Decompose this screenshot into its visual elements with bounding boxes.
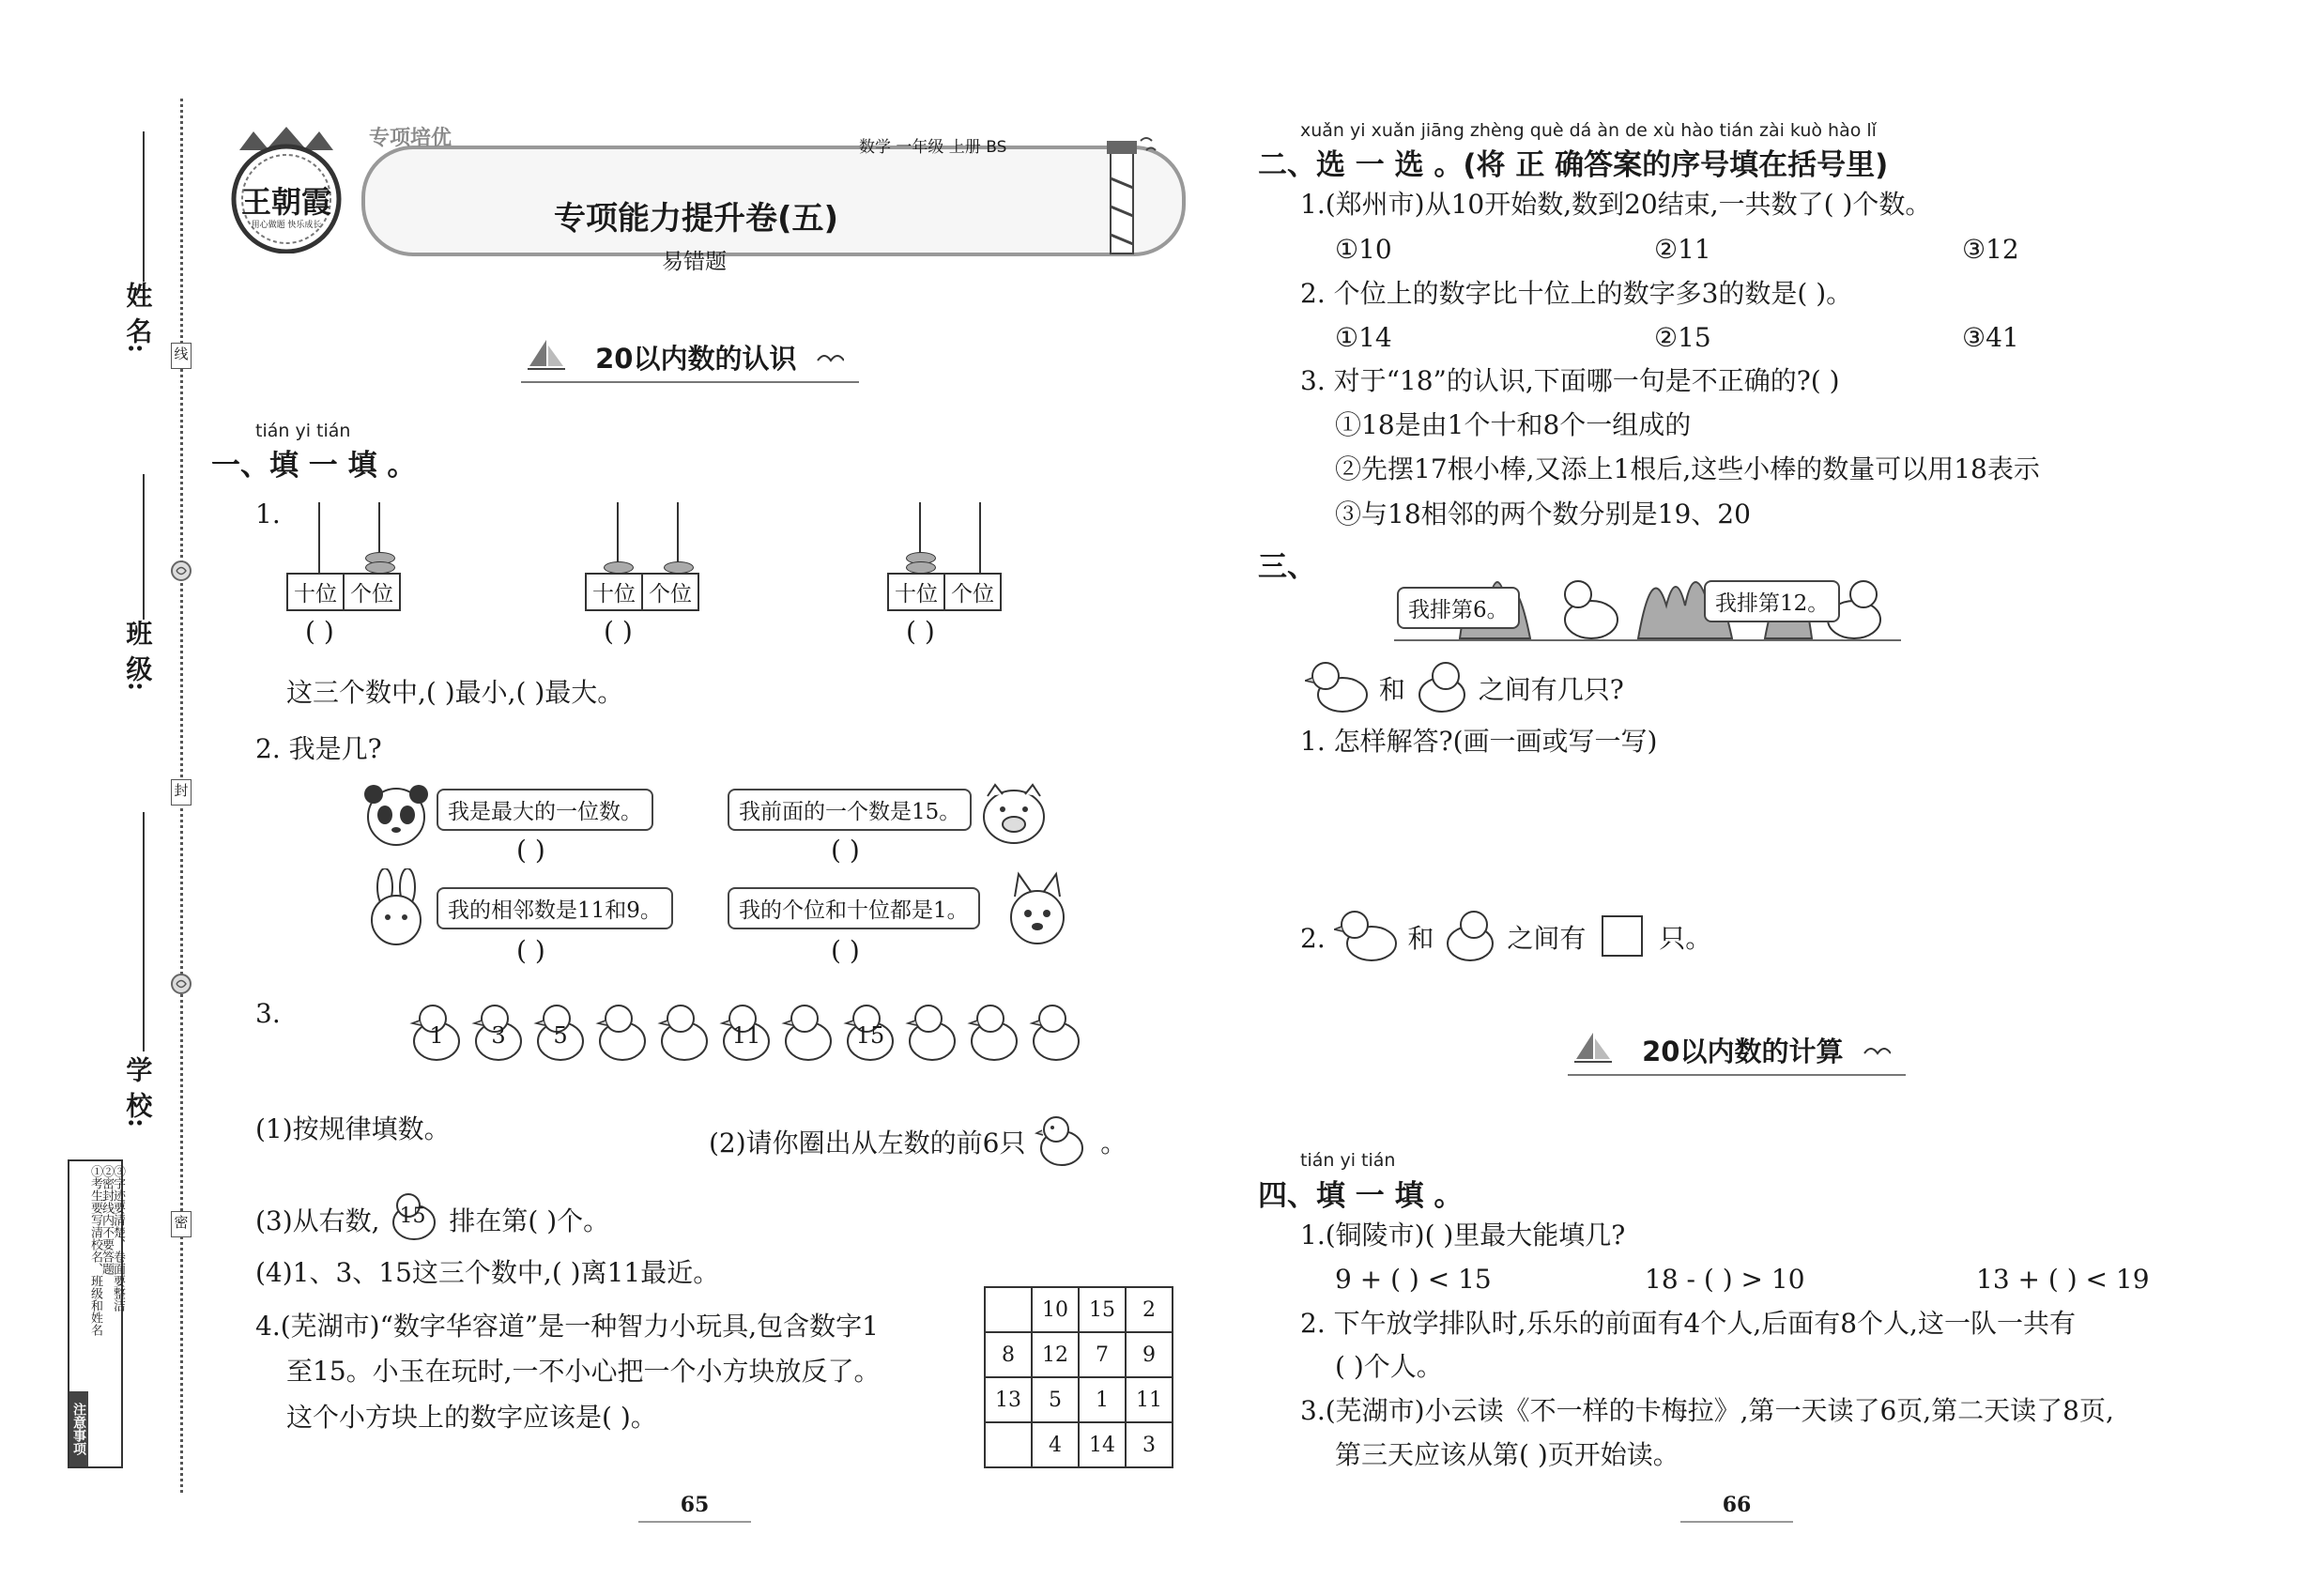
chick-number: 11: [731, 1022, 761, 1049]
chick-item[interactable]: [1028, 1000, 1086, 1066]
right-section-underline: [1568, 1074, 1906, 1076]
ones-cell: 个位: [944, 574, 1001, 610]
left-section-title-text: 20以内数的认识: [595, 343, 797, 375]
s2-q2-option-1[interactable]: ①14: [1335, 322, 1392, 353]
tens-cell: 十位: [287, 574, 344, 610]
answer-blank[interactable]: ( ): [604, 616, 633, 647]
page-number-left: [601, 1493, 789, 1523]
q1-number: 1.: [255, 499, 281, 529]
left-section-title: [526, 338, 844, 376]
s4-q2-line1: 2. 下午放学排队时,乐乐的前面有4个人,后面有8个人,这一队一共有: [1300, 1308, 2076, 1339]
puzzle-cell: 4: [1032, 1422, 1079, 1467]
answer-blank[interactable]: ( ): [516, 835, 545, 866]
logo-text: 王朝霞: [240, 184, 331, 220]
chick-number: 15: [855, 1022, 885, 1049]
s3-heading: 三、: [1258, 550, 1316, 584]
header-tag: 专项培优: [369, 127, 452, 150]
puzzle-cell: 13: [985, 1377, 1032, 1422]
chick-item[interactable]: [718, 1000, 776, 1066]
chick-icon: [656, 1000, 714, 1066]
puzzle-cell: 15: [1079, 1287, 1126, 1332]
sailboat-icon: [1572, 1031, 1614, 1067]
q4-line1: 4.(芜湖市)“数字华容道”是一种智力小玩具,包含数字1: [255, 1311, 879, 1342]
abacus-2: [585, 498, 716, 629]
s3-question: [1305, 657, 1624, 715]
squirrel-icon: [1000, 868, 1075, 948]
s4-q1: 1.(铜陵市)( )里最大能填几?: [1300, 1220, 1626, 1251]
q3-part4: (4)1、3、15这三个数中,( )离11最近。: [255, 1257, 720, 1288]
s3-sub2-and: 和: [1407, 923, 1434, 954]
page-ornament: [638, 1521, 751, 1523]
binding-strip: [0, 0, 188, 1596]
q3-part2-end: 。: [1100, 1128, 1127, 1159]
chick-item[interactable]: [408, 1000, 467, 1066]
s4-heading: 四、填 一 填 。: [1258, 1179, 1464, 1213]
chick-icon: [594, 1000, 652, 1066]
puzzle-cell: 3: [1126, 1422, 1173, 1467]
chick-item[interactable]: [904, 1000, 962, 1066]
puzzle-cell: 10: [1032, 1287, 1079, 1332]
q3-part3: [255, 1190, 609, 1243]
s4-q1-item-3[interactable]: 13 + ( ) < 19: [1976, 1264, 2150, 1295]
panda-icon: [359, 781, 434, 849]
puzzle-row: [985, 1377, 1173, 1422]
ones-cell: 个位: [344, 574, 400, 610]
chick-item[interactable]: [656, 1000, 714, 1066]
chick-item[interactable]: [470, 1000, 529, 1066]
s2-q2-option-3[interactable]: ③41: [1962, 322, 2019, 353]
q3-part3-rest: 排在第( )个。: [449, 1205, 610, 1236]
speech-bubble-2: 我前面的一个数是15。: [728, 789, 972, 831]
s3-sub2-num: 2.: [1300, 923, 1326, 954]
q3-label: 3.: [255, 998, 281, 1029]
chick-number: 3: [491, 1022, 506, 1049]
place-value-table: [585, 573, 699, 611]
q1-pinyin: tián yi tián: [255, 421, 351, 441]
answer-blank[interactable]: ( ): [906, 616, 935, 647]
s3-sub1: 1. 怎样解答?(画一画或写一写): [1300, 726, 1658, 757]
s4-q3-line1: 3.(芜湖市)小云读《不一样的卡梅拉》,第一天读了6页,第二天读了8页,: [1300, 1395, 2114, 1426]
s3-ask: 之间有几只?: [1478, 674, 1624, 705]
chick-number: 5: [553, 1022, 568, 1049]
puzzle-cell: 7: [1079, 1332, 1126, 1377]
puzzle-cell: 11: [1126, 1377, 1173, 1422]
s3-and: 和: [1378, 674, 1405, 705]
chick-icon: [904, 1000, 962, 1066]
page-number-66: 66: [1722, 1493, 1752, 1517]
place-value-table: [887, 573, 1002, 611]
q3-part3-text: (3)从右数,: [255, 1205, 380, 1236]
puzzle-row: [985, 1332, 1173, 1377]
ones-cell: 个位: [642, 574, 698, 610]
s4-q1-item-1[interactable]: 9 + ( ) < 15: [1335, 1264, 1492, 1295]
right-section-title-text: 20以内数的计算: [1642, 1036, 1844, 1067]
puzzle-cell: 1: [1079, 1377, 1126, 1422]
duck-icon: [1414, 657, 1470, 715]
puzzle-cell: 9: [1126, 1332, 1173, 1377]
s2-q3-option-2[interactable]: ②先摆17根小棒,又添上1根后,这些小棒的数量可以用18表示: [1335, 453, 2040, 484]
name-label: 姓 名:: [122, 282, 154, 354]
s2-heading: 二、选 一 选 。(将 正 确答案的序号填在括号里): [1258, 148, 1889, 182]
speech-bubble-4: 我的个位和十位都是1。: [728, 887, 980, 929]
note-1: ①考生要写清校名、班级和姓名: [88, 1165, 102, 1336]
chick-item[interactable]: [780, 1000, 838, 1066]
duck-icon: [1305, 657, 1371, 715]
answer-box[interactable]: [1602, 915, 1643, 957]
s2-q1-option-2[interactable]: ②11: [1654, 234, 1711, 265]
notes-title: 注意事项: [69, 1391, 88, 1466]
chick-number: 1: [429, 1022, 444, 1049]
name-line: [143, 131, 145, 282]
notes-box: [68, 1159, 123, 1468]
lighthouse-icon: [1084, 122, 1159, 263]
page-number-right: [1643, 1493, 1831, 1523]
abacus-rod: [318, 502, 320, 573]
chick-icon: [1028, 1000, 1086, 1066]
tens-cell: 十位: [888, 574, 944, 610]
bird-icon: [816, 349, 844, 368]
abacus-rod: [979, 502, 981, 573]
q4-line3-text: 这个小方块上的数字应该是( )。: [286, 1402, 657, 1433]
q4-line2: 至15。小玉在玩时,一不小心把一个小方块放反了。: [286, 1356, 881, 1387]
page-ornament: [1680, 1521, 1793, 1523]
chick-row: [408, 1000, 1056, 1070]
place-value-table: [286, 573, 401, 611]
header-meta: 数学 一年级 上册 BS: [859, 138, 1007, 157]
chick-icon: [966, 1000, 1024, 1066]
s2-q3-option-3[interactable]: ③与18相邻的两个数分别是19、20: [1335, 499, 1751, 529]
puzzle-row: [985, 1422, 1173, 1467]
s4-q3-line2: 第三天应该从第( )页开始读。: [1335, 1439, 1679, 1470]
s3-sub2: [1300, 906, 1711, 964]
pig-icon: [976, 781, 1051, 849]
tens-cell: 十位: [586, 574, 642, 610]
chick-item[interactable]: [842, 1000, 900, 1066]
class-line: [143, 474, 145, 620]
seal-mark-2: 封: [171, 779, 192, 806]
chick-item[interactable]: [594, 1000, 652, 1066]
q3-part2-text: (2)请你圈出从左数的前6只: [709, 1128, 1026, 1159]
puzzle-cell: 8: [985, 1332, 1032, 1377]
duck-bubble-2: 我排第12。: [1704, 580, 1840, 622]
puzzle-cell: [985, 1287, 1032, 1332]
header-banner: [211, 103, 1192, 272]
s2-q3-option-1[interactable]: ①18是由1个十和8个一组成的: [1335, 409, 1692, 440]
duck-bubble-1: 我排第6。: [1397, 587, 1520, 629]
seal-mark-3: 密: [171, 1211, 192, 1237]
q1-summary: 这三个数中,( )最小,( )最大。: [286, 677, 624, 708]
abacus-3: [887, 498, 1019, 629]
school-line: [143, 812, 145, 1051]
s2-q1-option-1[interactable]: ①10: [1335, 234, 1392, 265]
q3-part2: [709, 1113, 1127, 1171]
s4-pinyin: tián yi tián: [1300, 1150, 1396, 1171]
s3-sub2-end: 只。: [1659, 923, 1712, 954]
puzzle-cell: 2: [1126, 1287, 1173, 1332]
q4-line3: [286, 1401, 657, 1435]
right-section-title: [1572, 1031, 1891, 1069]
puzzle-cell: 14: [1079, 1422, 1126, 1467]
puzzle-cell: [985, 1422, 1032, 1467]
answer-blank[interactable]: ( ): [831, 835, 860, 866]
chick-icon: [1034, 1113, 1092, 1171]
sailboat-icon: [526, 338, 567, 374]
seal-mark-1: 线: [171, 343, 192, 369]
abacus-1: [286, 498, 418, 629]
speech-bubble-1: 我是最大的一位数。: [437, 789, 653, 831]
duck-icon: [1442, 906, 1498, 964]
puzzle-cell: 12: [1032, 1332, 1079, 1377]
s4-q2-line2: ( )个人。: [1335, 1351, 1443, 1382]
duck-icon: [1334, 906, 1400, 964]
chick-15-icon: [388, 1190, 440, 1243]
s2-q2: 2. 个位上的数字比十位上的数字多3的数是( )。: [1300, 278, 1853, 309]
answer-blank[interactable]: ( ): [305, 616, 334, 647]
s3-work-area[interactable]: [1300, 770, 2145, 892]
q1-heading: 一、填 一 填 。: [211, 449, 417, 483]
s3-sub2-mid: 之间有: [1507, 923, 1587, 954]
q3-part1: (1)按规律填数。: [255, 1113, 451, 1144]
q2-label: 2. 我是几?: [255, 733, 382, 764]
puzzle-cell: 5: [1032, 1377, 1079, 1422]
chick-15-number: 15: [399, 1205, 426, 1228]
note-3: ③字迹要清楚、卷面要整洁: [111, 1165, 125, 1312]
class-label: 班 级:: [122, 620, 154, 692]
logo-caption: 用心做题 快乐成长: [251, 221, 322, 230]
header-subtitle: 易错题: [662, 250, 727, 274]
answer-blank[interactable]: ( ): [831, 935, 860, 966]
s2-pinyin: xuǎn yi xuǎn jiāng zhèng què dá àn de xù hào tián zài kuò hào lǐ: [1300, 120, 1877, 141]
s2-q2-option-2[interactable]: ②15: [1654, 322, 1711, 353]
left-section-underline: [521, 381, 859, 383]
header-title: 专项能力提升卷(五): [554, 200, 839, 238]
bird-icon: [1863, 1042, 1891, 1061]
puzzle-row: [985, 1287, 1173, 1332]
page-number-65: 65: [680, 1493, 710, 1517]
swirl-icon: [169, 972, 193, 996]
chick-icon: [780, 1000, 838, 1066]
school-label: 学 校:: [122, 1056, 154, 1128]
chick-item[interactable]: [532, 1000, 590, 1066]
s2-q1: 1.(郑州市)从10开始数,数到20结束,一共数了( )个数。: [1300, 189, 1932, 220]
rabbit-icon: [359, 868, 434, 948]
swirl-icon: [169, 559, 193, 583]
s2-q3: 3. 对于“18”的认识,下面哪一句是不正确的?( ): [1300, 365, 1840, 396]
number-slide-puzzle: [984, 1286, 1173, 1468]
s2-q1-option-3[interactable]: ③12: [1962, 234, 2019, 265]
answer-blank[interactable]: ( ): [516, 935, 545, 966]
note-2: ②密封线内不要答题: [100, 1165, 114, 1275]
chick-item[interactable]: [966, 1000, 1024, 1066]
s4-q1-item-2[interactable]: 18 - ( ) > 10: [1645, 1264, 1805, 1295]
speech-bubble-3: 我的相邻数是11和9。: [437, 887, 673, 929]
